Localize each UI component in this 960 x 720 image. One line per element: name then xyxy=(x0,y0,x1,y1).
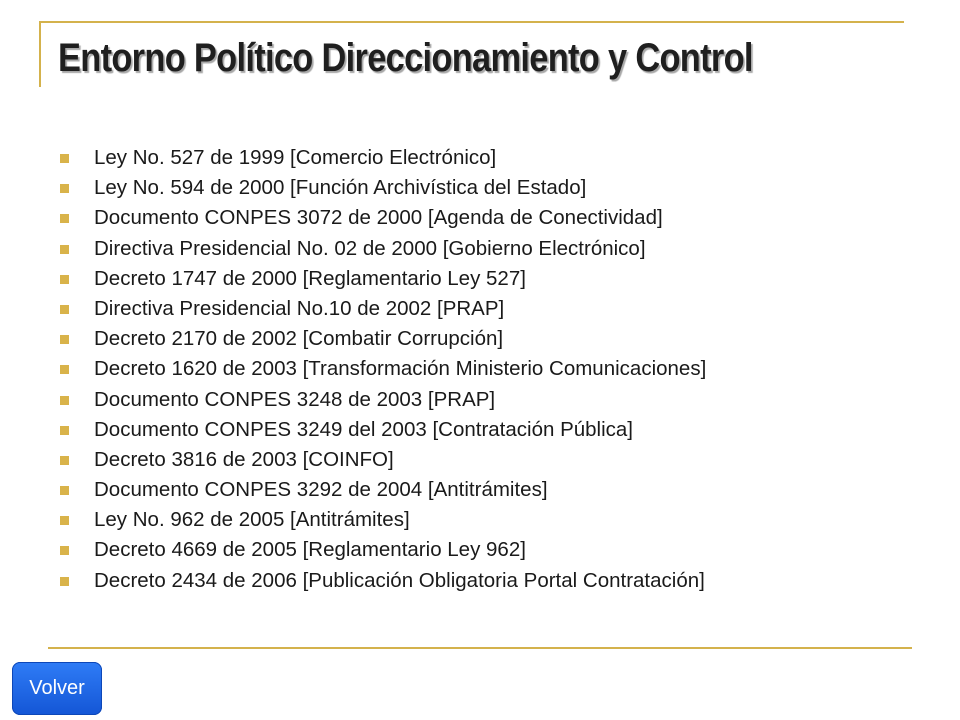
square-bullet-icon xyxy=(60,245,69,254)
square-bullet-icon xyxy=(60,456,69,465)
top-divider xyxy=(40,21,904,23)
list-item-text: Documento CONPES 3072 de 2000 [Agenda de Conectividad] xyxy=(94,206,663,230)
list-item-text: Documento CONPES 3292 de 2004 [Antitrámites] xyxy=(94,478,548,502)
list-item xyxy=(58,475,908,505)
list-item-text: Decreto 4669 de 2005 [Reglamentario Ley 962] xyxy=(94,538,526,562)
list-item-text: Decreto 1620 de 2003 [Transformación Ministerio Comunicaciones] xyxy=(94,357,707,381)
list-item-text: Decreto 2434 de 2006 [Publicación Obligatoria Portal Contratación] xyxy=(94,568,705,592)
list-item xyxy=(58,234,908,264)
square-bullet-icon xyxy=(60,396,69,405)
list-item-text: Directiva Presidencial No. 02 de 2000 [Gobierno Electrónico] xyxy=(94,236,646,260)
bottom-divider xyxy=(48,647,912,649)
list-item-text: Documento CONPES 3249 del 2003 [Contratación Pública] xyxy=(94,417,634,441)
list-item-text: Decreto 3816 de 2003 [COINFO] xyxy=(94,447,394,471)
list-item xyxy=(58,173,908,203)
square-bullet-icon xyxy=(60,516,69,525)
list-item-text: Directiva Presidencial No.10 de 2002 [PRAP] xyxy=(94,296,505,320)
square-bullet-icon xyxy=(60,365,69,374)
list-item xyxy=(58,354,908,384)
list-item-text: Ley No. 962 de 2005 [Antitrámites] xyxy=(94,508,410,532)
square-bullet-icon xyxy=(60,546,69,555)
regulation-list xyxy=(58,143,908,596)
square-bullet-icon xyxy=(60,486,69,495)
square-bullet-icon xyxy=(60,184,69,193)
square-bullet-icon xyxy=(60,154,69,163)
list-item-text: Ley No. 594 de 2000 [Función Archivística del Estado] xyxy=(94,176,587,200)
list-item-text: Documento CONPES 3248 de 2003 [PRAP] xyxy=(94,387,496,411)
list-item xyxy=(58,294,908,324)
list-item xyxy=(58,324,908,354)
square-bullet-icon xyxy=(60,335,69,344)
list-item xyxy=(58,143,908,173)
square-bullet-icon xyxy=(60,305,69,314)
left-divider xyxy=(39,21,41,87)
square-bullet-icon xyxy=(60,275,69,284)
square-bullet-icon xyxy=(60,426,69,435)
list-item-text: Ley No. 527 de 1999 [Comercio Electrónico] xyxy=(94,146,497,169)
list-item xyxy=(58,505,908,535)
list-item xyxy=(58,264,908,294)
square-bullet-icon xyxy=(60,577,69,586)
list-item-text: Decreto 2170 de 2002 [Combatir Corrupción] xyxy=(94,327,504,351)
list-item xyxy=(58,203,908,233)
list-item xyxy=(58,445,908,475)
square-bullet-icon xyxy=(60,214,69,223)
list-item xyxy=(58,385,908,415)
list-item-text: Decreto 1747 de 2000 [Reglamentario Ley 527] xyxy=(94,266,526,290)
list-item xyxy=(58,566,908,596)
list-item xyxy=(58,415,908,445)
list-item xyxy=(58,535,908,565)
slide-title: Entorno Político Direccionamiento y Control xyxy=(58,36,753,80)
back-button[interactable]: Volver xyxy=(12,662,102,715)
